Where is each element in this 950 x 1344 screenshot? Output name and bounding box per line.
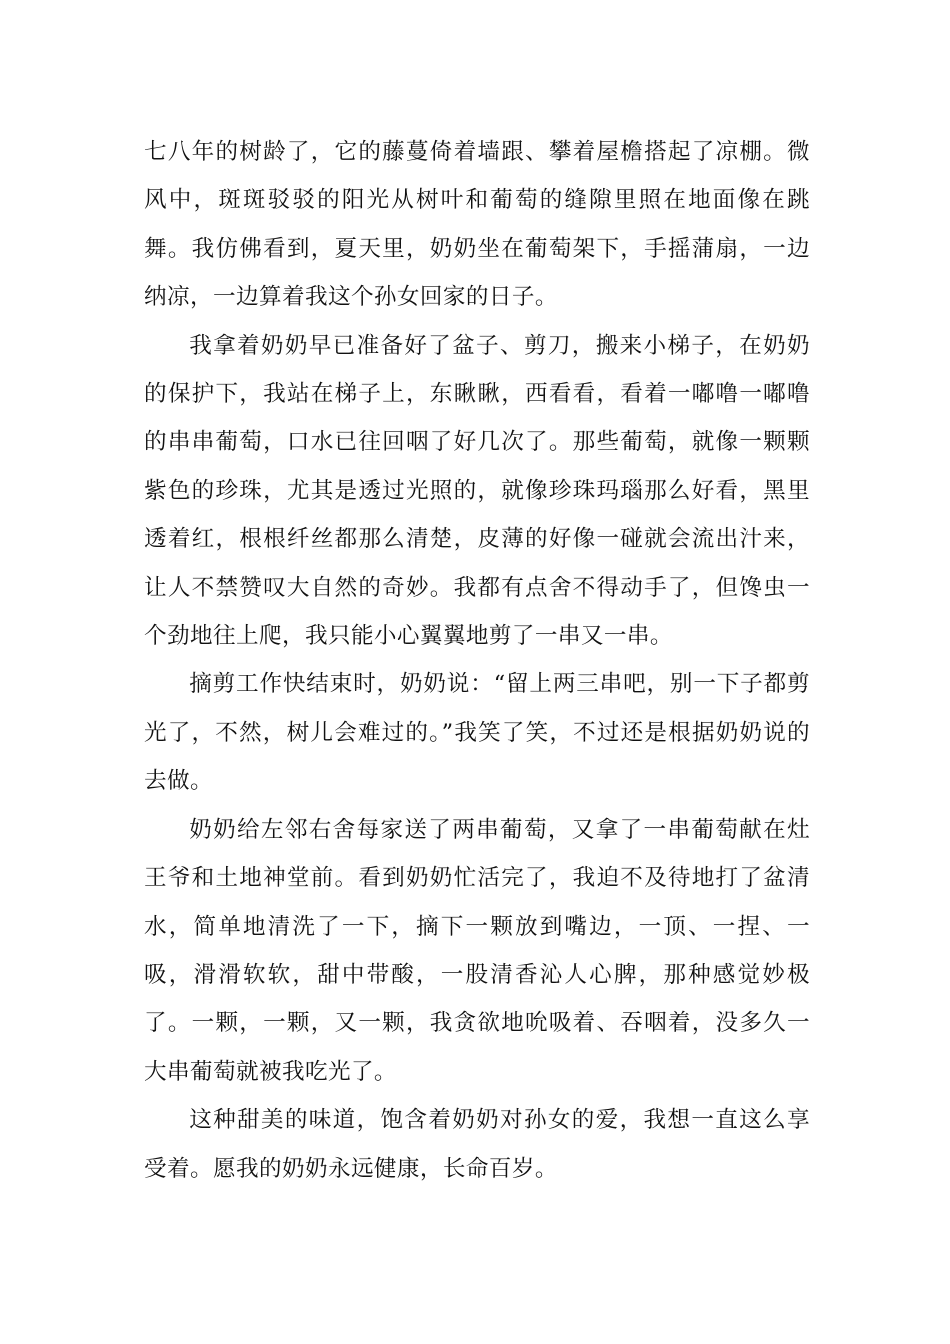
paragraph: 这种甜美的味道，饱含着奶奶对孙女的爱，我想一直这么享受着。愿我的奶奶永远健康，长命百岁。 [144,1107,810,1182]
paragraph: 我拿着奶奶早已准备好了盆子、剪刀，搬来小梯子，在奶奶的保护下，我站在梯子上，东瞅瞅，西看看，看着一嘟噜一嘟噜的串串葡萄，口水已往回咽了好几次了。那些葡萄，就像一颗颗紫色的珍珠，尤其是透过光照的，就像珍珠玛瑙那么好看，黑里透着红，根根纤丝都那么清楚，皮薄的好像一碰就会流出汁来，让人不禁赞叹大自然的奇妙。我都有点舍不得动手了，但馋虫一个劲地往上爬，我只能小心翼翼地剪了一串又一串。 [144,332,810,650]
paragraph: 摘剪工作快结束时，奶奶说：“留上两三串吧，别一下子都剪光了，不然，树儿会难过的。”我笑了笑，不过还是根据奶奶说的去做。 [144,671,810,795]
body-text [144,128,810,1193]
paragraph: 七八年的树龄了，它的藤蔓倚着墙跟、攀着屋檐搭起了凉棚。微风中，斑斑驳驳的阳光从树叶和葡萄的缝隙里照在地面像在跳舞。我仿佛看到，夏天里，奶奶坐在葡萄架下，手摇蒲扇，一边纳凉，一边算着我这个孙女回家的日子。 [144,139,810,311]
paragraph: 奶奶给左邻右舍每家送了两串葡萄，又拿了一串葡萄献在灶王爷和土地神堂前。看到奶奶忙活完了，我迫不及待地打了盆清水，简单地清洗了一下，摘下一颗放到嘴边，一顶、一捏、一吸，滑滑软软，甜中带酸，一股清香沁人心脾，那种感觉妙极了。一颗，一颗，又一颗，我贪欲地吮吸着、吞咽着，没多久一大串葡萄就被我吃光了。 [144,816,810,1085]
